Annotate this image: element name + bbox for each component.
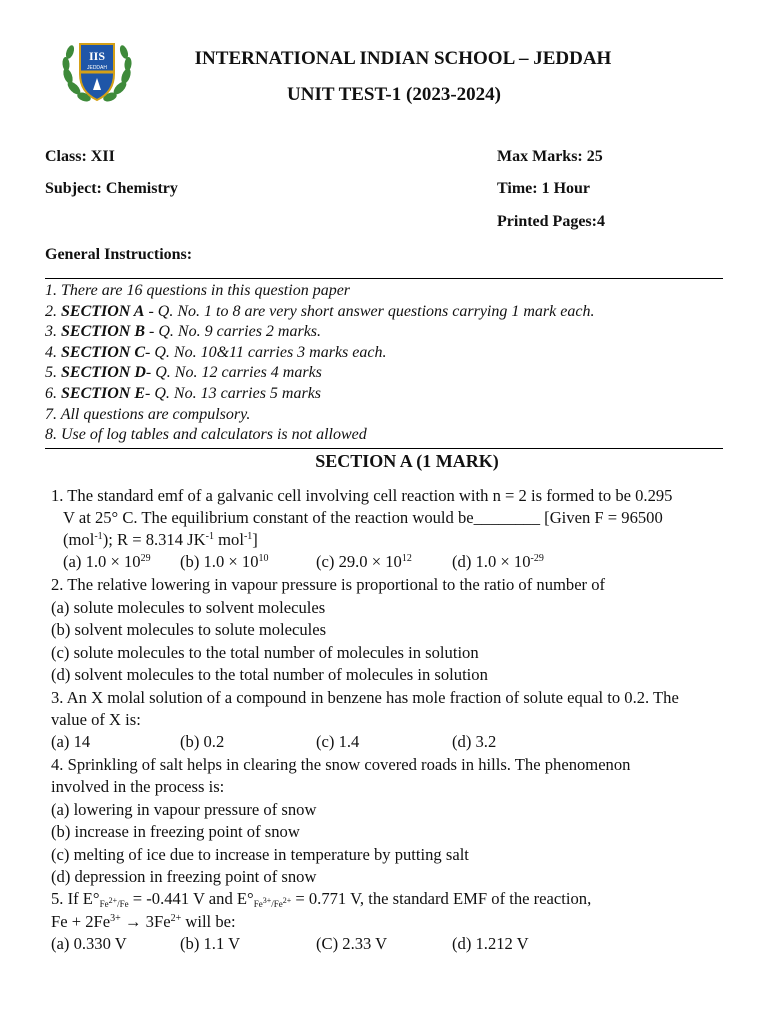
instruction-item: 4. SECTION C- Q. No. 10&11 carries 3 marks each. <box>45 343 387 361</box>
test-title: UNIT TEST-1 (2023-2024) <box>287 84 501 105</box>
q1-option-b[interactable]: (b) $1.0 \times 10^{10}$ <box>180 552 269 571</box>
class-label: Class: XII <box>45 148 115 165</box>
q2-stem: 2. The relative lowering in vapour pressure is proportional to the ratio of number of <box>51 575 606 594</box>
q4-option-b[interactable]: (b) increase in freezing point of snow <box>51 822 300 841</box>
q2-option-c[interactable]: (c) solute molecules to the total number of molecules in solution <box>51 643 479 662</box>
instruction-item: 2. SECTION A - Q. No. 1 to 8 are very short answer questions carrying 1 mark each. <box>45 302 595 320</box>
max-marks-label: Max Marks: 25 <box>497 148 603 165</box>
divider-top <box>45 278 723 279</box>
q1-line-3: (mol$^{-1}$); R = 8.314 $JK^{-1}$ mol$^{-1}$] <box>63 530 258 549</box>
q5-option-c[interactable]: (C) 2.33 V <box>316 934 388 953</box>
q3-option-b[interactable]: (b) 0.2 <box>180 732 225 751</box>
svg-text:JEDDAH: JEDDAH <box>86 65 108 71</box>
q3-option-c[interactable]: (c) 1.4 <box>316 732 360 751</box>
q4-option-c[interactable]: (c) melting of ice due to increase in temperature by putting salt <box>51 845 469 864</box>
q1-option-d[interactable]: (d) $1.0 \times 10^{-29}$ <box>452 552 544 571</box>
q3-line-2: value of X is: <box>51 710 141 729</box>
q2-option-a[interactable]: (a) solute molecules to solvent molecules <box>51 598 326 617</box>
instruction-item: 7. All questions are compulsory. <box>45 405 251 423</box>
printed-pages-label: Printed Pages:4 <box>497 213 605 230</box>
instruction-item: 3. SECTION B - Q. No. 9 carries 2 marks. <box>45 323 322 341</box>
q1-option-c[interactable]: (c) $29.0 \times 10^{12}$ <box>316 552 412 571</box>
q1-line-2: V at 25° C. The equilibrium constant of the reaction would be________ [Given F = 96500 <box>63 508 663 527</box>
q4-option-d[interactable]: (d) depression in freezing point of snow <box>51 867 317 886</box>
school-name: INTERNATIONAL INDIAN SCHOOL – JEDDAH <box>194 48 612 69</box>
q5-line-2: $Fe + 2Fe^{3+} \to 3Fe^{2+}$ will be: <box>51 912 236 931</box>
subject-label: Subject: Chemistry <box>45 180 178 197</box>
q3-option-a[interactable]: (a) 14 <box>51 732 91 751</box>
q5-option-b[interactable]: (b) 1.1 V <box>180 934 241 953</box>
q5-line-1: 5. If $E^\circ_{Fe2+/Fe} = -0.441$ V and $E^\circ_{Fe3+/Fe2+} = 0.771$ V, the standard EMF of the reaction, <box>51 889 592 909</box>
time-label: Time: 1 Hour <box>497 180 591 197</box>
instruction-item: 1. There are 16 questions in this question paper <box>45 282 351 299</box>
instruction-item: 8. Use of log tables and calculators is not allowed <box>45 426 367 444</box>
q1-line-1: 1. The standard emf of a galvanic cell involving cell reaction with n = 2 is formed to be 0.295 <box>51 486 673 505</box>
q2-option-b[interactable]: (b) solvent molecules to solute molecules <box>51 620 327 639</box>
q3-option-d[interactable]: (d) 3.2 <box>452 732 497 751</box>
instruction-item: 5. SECTION D- Q. No. 12 carries 4 marks <box>45 364 322 382</box>
general-instructions-heading: General Instructions: <box>45 246 193 263</box>
section-a-title: SECTION A (1 MARK) <box>315 451 499 471</box>
q5-option-a[interactable]: (a) 0.330 V <box>51 934 127 953</box>
q5-option-d[interactable]: (d) 1.212 V <box>452 934 529 953</box>
instruction-item: 6. SECTION E- Q. No. 13 carries 5 marks <box>45 384 322 402</box>
divider-bottom <box>45 448 723 449</box>
q1-option-a[interactable]: (a) $1.0 \times 10^{29}$ <box>63 552 151 571</box>
q2-option-d[interactable]: (d) solvent molecules to the total number of molecules in solution <box>51 665 488 684</box>
q4-option-a[interactable]: (a) lowering in vapour pressure of snow <box>51 800 317 819</box>
svg-text:IIS: IIS <box>88 49 106 63</box>
q4-line-1: 4. Sprinkling of salt helps in clearing the snow covered roads in hills. The phenomenon <box>51 755 631 774</box>
q3-line-1: 3. An X molal solution of a compound in benzene has mole fraction of solute equal to 0.2. The <box>51 688 679 707</box>
instructions-list <box>45 281 725 446</box>
q4-line-2: involved in the process is: <box>51 777 225 796</box>
